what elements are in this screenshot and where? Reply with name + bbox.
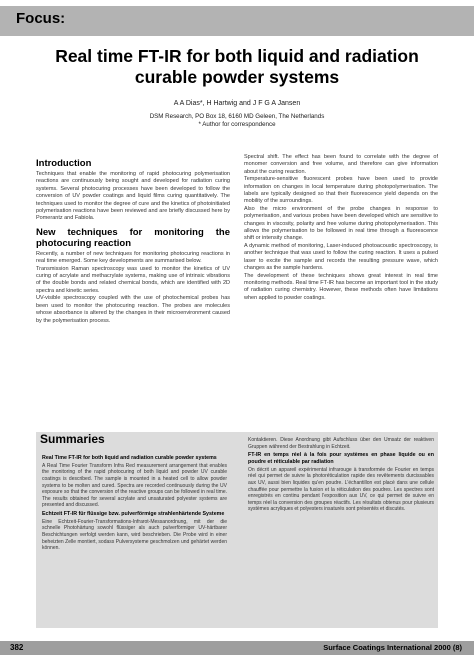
body-paragraph: Temperature-sensitive fluorescent probes have been used to provide information on changes in local temperature during photopolymerisation. The labels are typically designed so that their fluorescence yield depends on the mobility of the surroundings. [244, 176, 438, 205]
english-summary-heading: Real Time FT-IR for both liquid and radiation curable powder systems [42, 455, 217, 461]
german-summary-heading: Echtzeit FT-IR für flüssige bzw. pulverförmige strahlenhärtende Systeme [42, 510, 225, 517]
body-paragraph: UV-visible spectroscopy coupled with the use of photochemical probes has been used to monitor the photocuring reaction. The probes are molecules whose absorbance is altered by the changes in their microenvironment caused by the polymerisation process. [36, 295, 230, 324]
body-column-right [244, 154, 438, 390]
body-paragraph: A dynamic method of monitoring, Laser-induced photoacoustic spectroscopy, is another technique that was used to follow the curing reaction. It uses a pulsed laser to excite the sample and records the resulting pressure wave, which changes as the sample hardens. [244, 242, 438, 272]
journal-name: Surface Coatings International 2000 (8) [323, 643, 462, 652]
german-summary-text: Eine Echtzeit-Fourier-Transformations-Infrarot-Messanordnung, mit der die schnelle Photohärtung sowohl flüssiger als auch pulverförmiger UV-härtbarer Beschichtungen verfolgt werden kann, wird beschrieben. Die Probe wird in einer beheizten Zelle montiert, sodass Pulversysteme geschmolzen und gehärtet werden können. [42, 518, 227, 552]
summaries-heading: Summaries [40, 432, 105, 446]
page-number: 382 [10, 643, 24, 652]
correspondence-note: * Author for correspondence [198, 121, 276, 128]
section-label: Focus: [16, 10, 66, 27]
body-paragraph: Also the micro environment of the probe changes in response to polymerisation, and various probes have been developed which are sensitive to changes in viscosity, polarity and free volume during photopolymerisation. This allows the polymerisation to be followed in real time through a fluorescence shift or intensity change. [244, 205, 438, 242]
affiliation-address: DSM Research, PO Box 18, 6160 MD Geleen, The Netherlands [149, 113, 325, 120]
body-paragraph: The development of these techniques shows great interest in real time monitoring methods. Real time FT-IR has become an important tool in the study of radiation curing chemistry. However, these methods often have limitations when applied to powder coatings. [244, 272, 438, 301]
body-paragraph: Recently, a number of new techniques for monitoring photocuring reactions in real time emerged. Some key developments are summarised below. [36, 250, 230, 265]
new-techniques-heading: New techniques for monitoring the photocuring reaction [36, 226, 230, 249]
english-summary-text: A Real Time Fourier Transform Infra Red measurement arrangement that enables the monitoring of the rapid photocuring of both liquid and powder UV curable coatings is described. The sample is mounted in a heated cell to allow powder systems to be molten and cured. Spectra are recorded continuously during the UV exposure so that the conversion of the reactive groups can be followed in real time. The results obtained for several acrylate and unsaturated polyester systems are presented and discussed. [42, 462, 227, 509]
french-summary-text: On décrit un appareil expérimental infrarouge à transformée de Fourier en temps réel qui permet de suivre la photoréticulation rapide des revêtements durcissables aux UV, aussi bien liquides qu'en poudre. L'échantillon est placé dans une cellule chauffée pour permettre la fusion et la réticulation des poudres. Les spectres sont enregistrés en continu pendant l'exposition aux UV, ce qui permet de suivre en temps réel la conversion des groupes réactifs. Les résultats obtenus pour plusieurs systèmes acryliques et polyesters insaturés sont présentés et discutés. [248, 466, 434, 513]
body-column-left [36, 154, 230, 390]
article-authors: A A Dias*, H Hartwig and J F G A Jansen [173, 100, 301, 107]
article-title: Real time FT-IR for both liquid and radiation curable powder systems [55, 46, 419, 87]
author-affiliation [40, 113, 434, 129]
introduction-paragraph: Techniques that enable the monitoring of rapid photocuring polymerisation reactions are continuously being sought and developed for radiation curing systems. Several photocuring processes have been developed to follow the conversion of UV powder coatings and liquid films curing quantitatively. The techniques used to monitor the degree of cure and the kinetics of photoinitiated polymerisation reactions have been reviewed and are briefly discussed here by Pomerantz and Fabiola. [36, 171, 230, 222]
summaries-column-left [42, 453, 227, 625]
german-summary-continued: Kontaktieren. Diese Anordnung gibt Aufschluss über den Umsatz der reaktiven Gruppen während der Bestrahlung in Echtzeit. [248, 437, 434, 450]
body-paragraph: Transmission Raman spectroscopy was used to monitor the kinetics of UV curing of acrylate and methacrylate systems, making use of intrinsic vibrations of the double bonds and related chemical bonds, which are identified with 2D spectra and kinetic series. [36, 265, 230, 294]
section-header-bar [0, 6, 474, 36]
summaries-column-right [248, 437, 434, 625]
french-summary-heading: FT-IR en temps réel à la fois pour systèmes en phase liquide ou en poudre et réticulable par radiation [248, 452, 434, 465]
introduction-heading: Introduction [36, 158, 92, 169]
body-paragraph: Spectral shift. The effect has been found to correlate with the degree of monomer conversion and free volume, and therefore can give information about the curing reaction. [244, 154, 438, 175]
